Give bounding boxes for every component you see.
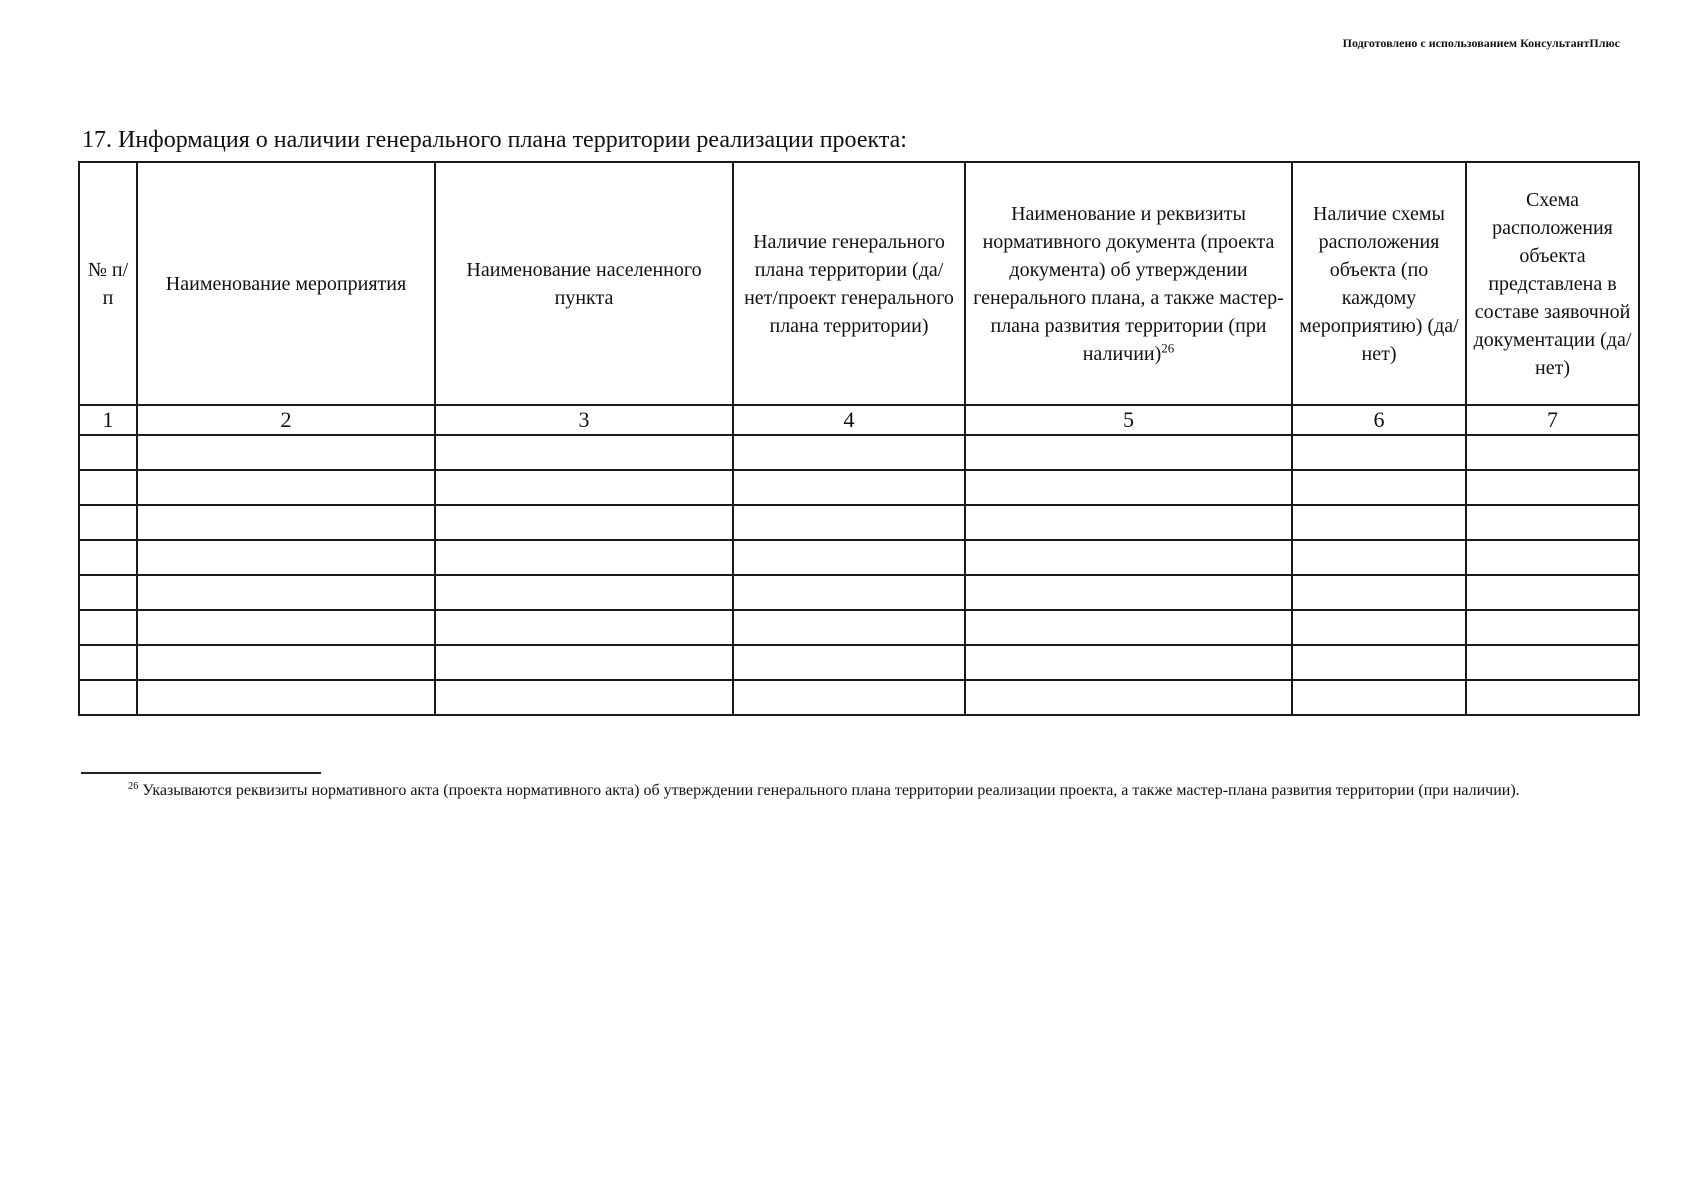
table-row bbox=[79, 645, 1639, 680]
footnote-number: 26 bbox=[128, 780, 139, 792]
table-cell bbox=[137, 505, 435, 540]
table-cell bbox=[733, 505, 965, 540]
column-number: 4 bbox=[733, 405, 965, 435]
table-cell bbox=[965, 470, 1292, 505]
column-header-normative-document-label: Наименование и реквизиты нормативного документа (проекта документа) об утверждении генерального плана, а также мастер-плана развития территории (при наличии) bbox=[973, 202, 1284, 365]
table-row bbox=[79, 540, 1639, 575]
table-cell bbox=[1292, 645, 1466, 680]
column-number: 5 bbox=[965, 405, 1292, 435]
table-cell bbox=[137, 540, 435, 575]
column-number: 1 bbox=[79, 405, 137, 435]
table-cell bbox=[435, 505, 733, 540]
table-cell bbox=[435, 575, 733, 610]
table-cell bbox=[137, 610, 435, 645]
table-row bbox=[79, 575, 1639, 610]
table-cell bbox=[733, 680, 965, 715]
column-header-location-scheme-availability: Наличие схемы расположения объекта (по каждому мероприятию) (да/нет) bbox=[1292, 162, 1466, 405]
table-cell bbox=[1292, 540, 1466, 575]
column-header-location-scheme-in-application: Схема расположения объекта представлена в составе заявочной документации (да/нет) bbox=[1466, 162, 1639, 405]
table-row bbox=[79, 435, 1639, 470]
table-cell bbox=[965, 575, 1292, 610]
table-cell bbox=[137, 645, 435, 680]
table-cell bbox=[1466, 645, 1639, 680]
table-cell bbox=[965, 680, 1292, 715]
table-cell bbox=[1292, 470, 1466, 505]
page-header-note: Подготовлено с использованием КонсультантПлюс bbox=[1342, 36, 1620, 50]
column-numbers-row bbox=[79, 405, 1639, 435]
table-cell bbox=[733, 470, 965, 505]
table-cell bbox=[435, 645, 733, 680]
table-cell bbox=[733, 435, 965, 470]
table-cell bbox=[965, 435, 1292, 470]
column-header-number: № п/п bbox=[79, 162, 137, 405]
general-plan-table bbox=[78, 161, 1640, 716]
table-cell bbox=[435, 540, 733, 575]
table-cell bbox=[1466, 610, 1639, 645]
table-cell bbox=[965, 505, 1292, 540]
footnote bbox=[82, 779, 1636, 802]
table-cell bbox=[1466, 540, 1639, 575]
table-cell bbox=[79, 505, 137, 540]
table-cell bbox=[79, 435, 137, 470]
column-header-settlement-name: Наименование населенного пункта bbox=[435, 162, 733, 405]
table-cell bbox=[1466, 470, 1639, 505]
table-cell bbox=[1466, 680, 1639, 715]
table-cell bbox=[435, 610, 733, 645]
table-cell bbox=[1292, 610, 1466, 645]
column-number: 2 bbox=[137, 405, 435, 435]
table-row bbox=[79, 505, 1639, 540]
table-header-row bbox=[79, 162, 1639, 405]
table-cell bbox=[435, 435, 733, 470]
table-cell bbox=[137, 680, 435, 715]
table-row bbox=[79, 470, 1639, 505]
table-cell bbox=[79, 575, 137, 610]
column-number: 3 bbox=[435, 405, 733, 435]
table-cell bbox=[1466, 575, 1639, 610]
table-cell bbox=[79, 680, 137, 715]
table-cell bbox=[79, 610, 137, 645]
table-cell bbox=[1292, 575, 1466, 610]
table-cell bbox=[137, 575, 435, 610]
column-header-event-name: Наименование мероприятия bbox=[137, 162, 435, 405]
section-title: 17. Информация о наличии генерального плана территории реализации проекта: bbox=[82, 127, 907, 153]
table-cell bbox=[1466, 505, 1639, 540]
table-cell bbox=[435, 680, 733, 715]
table-cell bbox=[733, 645, 965, 680]
table-cell bbox=[137, 435, 435, 470]
table-cell bbox=[79, 645, 137, 680]
footnote-text: Указываются реквизиты нормативного акта (проекта нормативного акта) об утверждении генерального плана территории реализации проекта, а также мастер-плана развития территории (при наличии). bbox=[142, 782, 1520, 799]
table-row bbox=[79, 680, 1639, 715]
column-header-normative-document bbox=[965, 162, 1292, 405]
table-cell bbox=[733, 540, 965, 575]
column-number: 7 bbox=[1466, 405, 1639, 435]
table-cell bbox=[1466, 435, 1639, 470]
table-cell bbox=[1292, 505, 1466, 540]
table-cell bbox=[1292, 680, 1466, 715]
table-cell bbox=[733, 575, 965, 610]
column-header-general-plan-availability: Наличие генерального плана территории (да/нет/проект генерального плана территории) bbox=[733, 162, 965, 405]
table-cell bbox=[965, 610, 1292, 645]
table-cell bbox=[79, 540, 137, 575]
table-cell bbox=[137, 470, 435, 505]
table-cell bbox=[435, 470, 733, 505]
table-cell bbox=[733, 610, 965, 645]
table-cell bbox=[1292, 435, 1466, 470]
footnote-reference: 26 bbox=[1161, 339, 1175, 355]
table-cell bbox=[79, 470, 137, 505]
table-cell bbox=[965, 540, 1292, 575]
footnote-divider bbox=[81, 772, 321, 774]
table-row bbox=[79, 610, 1639, 645]
table-cell bbox=[965, 645, 1292, 680]
column-number: 6 bbox=[1292, 405, 1466, 435]
